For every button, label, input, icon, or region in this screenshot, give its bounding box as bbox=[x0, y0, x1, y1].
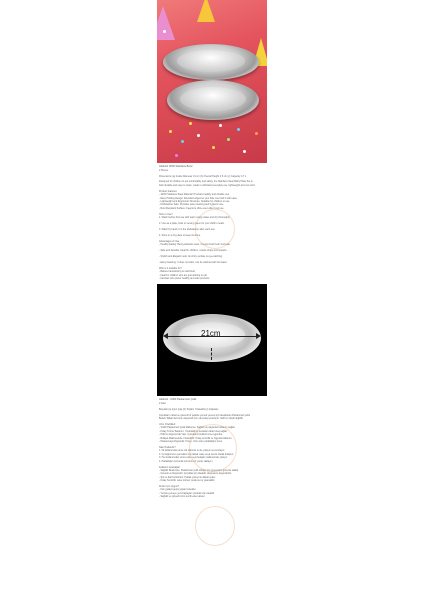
desc-line: - Şık ve Zarif Görünüm: Parlak yüzeyi ile dikkat çeker. bbox=[159, 475, 216, 479]
desc-line: - Rust Resistant Surface: Keeps its shine even after long use. bbox=[159, 206, 225, 210]
desc-line: - 100% Stainless Steel Material: Provides healthy and durable use. bbox=[159, 193, 230, 197]
desc-line: - Stylish and Elegant Look: Its shiny surface is eye-catching. bbox=[159, 254, 223, 258]
desc-heading: Kimler İçin Uygun? bbox=[159, 485, 180, 489]
product-photo-party bbox=[157, 0, 267, 163]
desc-line: Boyutlar (a) İçten Çap (b) Toplam Yükseklik (c) Kapasite bbox=[159, 407, 219, 411]
desc-line: 4. Store in a dry place to keep its shine. bbox=[159, 233, 201, 237]
desc-line: - Katı gıdaya geçiş yapan bebekler bbox=[159, 488, 196, 492]
desc-line: - Güvenli ve Dayanıklı: Çocuklar için idealdir, düşmelere dayanıklıdır. bbox=[159, 472, 232, 476]
arrow-left-icon bbox=[163, 333, 168, 339]
diameter-label: 21cm bbox=[201, 329, 221, 339]
desc-line: - Babies transitioning to solid food bbox=[159, 270, 195, 274]
desc-line: both durable and easy to clean, made to withstand everyday use, lightweight and non-toxic. bbox=[159, 183, 256, 187]
desc-line: - Easy Holding Design: Rounded edges let your little one hold it with ease. bbox=[159, 196, 238, 200]
product-caption: Akdeniz 0003 Stainless Bowl bbox=[159, 165, 193, 168]
desc-line: Çocukların rahat ve güvenli bir şekilde yemek yemesi için tasarlanan Paslanmaz Çelik bbox=[159, 413, 250, 417]
steel-plate-lower bbox=[167, 80, 259, 120]
party-hat-icon bbox=[197, 0, 215, 22]
product-description-bottom bbox=[159, 402, 265, 499]
desc-line: 1. İlk kullanımdan önce ılık sabunlu su ile yıkayın ve kurulayın. bbox=[159, 449, 225, 453]
desc-line: 2 Adet bbox=[159, 401, 166, 405]
desc-line: - Ideal for children who are just starting to eat bbox=[159, 273, 207, 277]
desc-line: - Hafif ve Ergonomik Yapı: Çocukların kullanımına uygundur. bbox=[159, 433, 223, 437]
product-photo-dimensions bbox=[157, 284, 267, 396]
desc-line: - Sağlıklı Beslenme: Paslanmaz çelik olduğu için yiyecekleri güvenle saklar. bbox=[159, 468, 239, 472]
height-line bbox=[211, 348, 212, 360]
desc-line: 4. Parlaklığını korumak için kuru bir yerde saklayın. bbox=[159, 459, 214, 463]
desc-line: Bebek Tabak Seti hem dayanıklı hem de kolay temizlenir, hafif ve toksik değildir. bbox=[159, 417, 244, 421]
product-description-column bbox=[157, 0, 267, 499]
desc-line: 1. Wash before first use with warm soapy water and dry thoroughly. bbox=[159, 216, 231, 220]
desc-line: 2 Pieces bbox=[159, 168, 169, 172]
desc-line: - Sağlıklı ve güvenli ürün tercih eden aileler bbox=[159, 495, 205, 499]
product-description-top bbox=[159, 169, 265, 281]
desc-line: - Kolay Temizlik: Leke tutmaz, sıcak su ile yıkanabilir. bbox=[159, 479, 216, 483]
desc-line: - Lightweight and Ergonomic Structure: Suitable for children to use. bbox=[159, 199, 230, 203]
desc-line: 2. Use as a plate, bowl or serving piece for your child's meals. bbox=[159, 221, 225, 225]
desc-line: Designed for children to eat comfortably and safely, the Stainless Steel Baby Plate Set is bbox=[159, 180, 253, 184]
desc-heading: Nasıl Kullanılır? bbox=[159, 446, 176, 449]
desc-heading: Advantages of Use: bbox=[159, 239, 180, 243]
desc-line: - Safe and Durable: Ideal for children, resists drops and impacts. bbox=[159, 249, 228, 252]
desc-line: - Healthy Eating: Being stainless steel, it keeps food fresh and safe. bbox=[159, 243, 231, 247]
desc-line: 3. Her kullanımdan sonra elde veya bulaşık makinesinde yıkayın. bbox=[159, 456, 228, 460]
desc-line: - Easy Cleaning: It does not stain, can be washed with hot water. bbox=[159, 260, 228, 264]
desc-line: 3. Wash by hand or in the dishwasher after each use. bbox=[159, 227, 216, 231]
product-caption: Akdeniz - 0003 Paslanmaz Çelik bbox=[159, 398, 197, 402]
desc-line: 2. Çocuğunuzun yemekleri için tabak, kase veya servis olarak kullanın. bbox=[159, 452, 234, 456]
desc-line: - Dishwasher Safe: Provides easy cleaning and hygienic use. bbox=[159, 203, 224, 207]
desc-line: - Families who prefer healthy and safe products bbox=[159, 276, 210, 280]
desc-heading: Who is it suitable for? bbox=[159, 266, 182, 270]
arrow-right-icon bbox=[256, 333, 261, 339]
desc-heading: How to Use? bbox=[159, 212, 173, 216]
desc-line: Dimensions (a) Inside Diameter 21 cm (b) Overall Height 4.5 cm (c) Capacity 0.7 L bbox=[159, 174, 247, 178]
desc-line: - Bulaşık Makinesinde Yıkanabilir: Kolay temizlik ve hijyenik kullanım. bbox=[159, 436, 233, 440]
desc-line: - Kolay Tutma Tasarımı: Yuvarlatılmış kenarlar rahat tutuş sağlar. bbox=[159, 429, 228, 433]
desc-line: - Yemek yemeye yeni başlayan çocuklar için idealdir bbox=[159, 491, 215, 495]
desc-heading: Product features: bbox=[159, 189, 178, 193]
steel-plate-upper bbox=[163, 44, 259, 80]
desc-line: - %100 Paslanmaz Çelik Malzeme: Sağlıklı ve dayanıklı kullanım sağlar. bbox=[159, 426, 236, 430]
desc-heading: Kullanım Avantajları: bbox=[159, 465, 181, 469]
party-hat-icon bbox=[157, 6, 175, 40]
desc-line: - Paslanmaya Dayanıklı Yüzey: Uzun süre parlaklığını korur. bbox=[159, 440, 223, 444]
desc-heading: Ürün Özellikleri: bbox=[159, 423, 176, 427]
steel-plate-dimension bbox=[163, 314, 261, 362]
